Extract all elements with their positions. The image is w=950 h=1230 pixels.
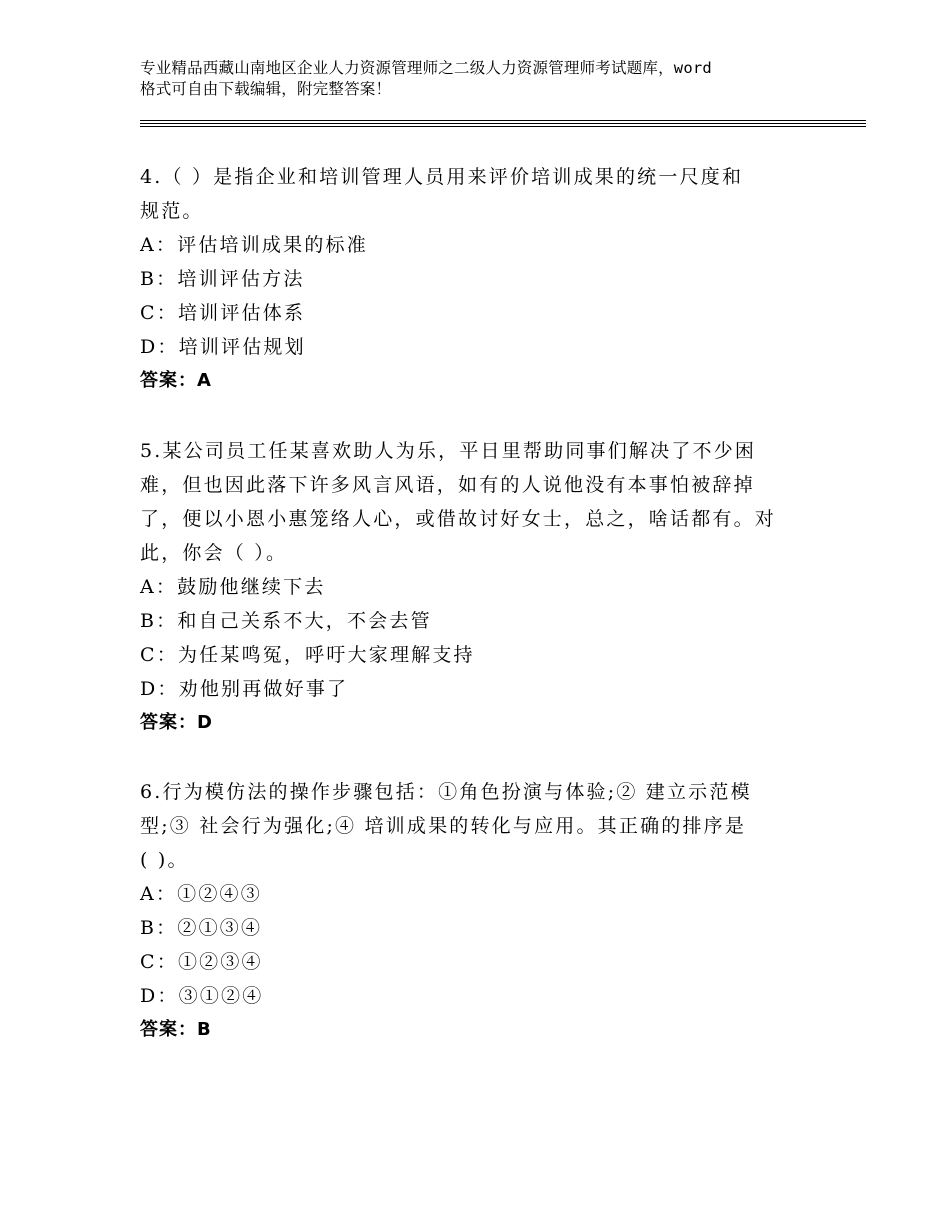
header-rule-2 (140, 123, 866, 124)
answer: 答案：D (140, 712, 213, 733)
question-stem-line: 5.某公司员工任某喜欢助人为乐，平日里帮助同事们解决了不少困 (140, 440, 757, 462)
question-stem-line: 型;③ 社会行为强化;④ 培训成果的转化与应用。其正确的排序是 (140, 815, 747, 837)
option-c: C：①②③④ (140, 951, 263, 973)
option-b: B：②①③④ (140, 917, 263, 939)
question-stem-line: 此，你会（ ）。 (140, 542, 288, 564)
option-c: C：培训评估体系 (140, 302, 306, 324)
header-line-2: 格式可自由下载编辑，附完整答案！ (140, 80, 392, 98)
header-rule-3 (140, 126, 866, 127)
option-b: B：和自己关系不大，不会去管 (140, 610, 432, 632)
option-a: A：评估培训成果的标准 (140, 234, 368, 256)
option-d: D：劝他别再做好事了 (140, 678, 349, 700)
question-stem-line: 4.（ ）是指企业和培训管理人员用来评价培训成果的统一尺度和 (140, 166, 744, 188)
answer: 答案：A (140, 370, 212, 391)
option-a: A：鼓励他继续下去 (140, 576, 326, 598)
question-stem-line: 了，便以小恩小惠笼络人心，或借故讨好女士，总之，啥话都有。对 (140, 508, 777, 530)
question-stem-line: 规范。 (140, 200, 204, 222)
question-5 (140, 434, 800, 740)
option-d: D：③①②④ (140, 985, 264, 1007)
header-line-1: 专业精品西藏山南地区企业人力资源管理师之二级人力资源管理师考试题库，word (140, 59, 712, 77)
question-stem-line: 难，但也因此落下许多风言风语，如有的人说他没有本事怕被辞掉 (140, 474, 755, 496)
option-a: A：①②④③ (140, 883, 262, 905)
header-rule-1 (140, 120, 866, 121)
option-d: D：培训评估规划 (140, 336, 306, 358)
option-c: C：为任某鸣冤，呼吁大家理解支持 (140, 644, 475, 666)
question-4 (140, 160, 800, 398)
document-header (140, 58, 830, 100)
option-b: B：培训评估方法 (140, 268, 305, 290)
answer: 答案：B (140, 1019, 212, 1040)
question-stem-line: ( )。 (140, 849, 189, 871)
question-6 (140, 775, 800, 1047)
question-stem-line: 6.行为模仿法的操作步骤包括：①角色扮演与体验;② 建立示范模 (140, 781, 752, 803)
